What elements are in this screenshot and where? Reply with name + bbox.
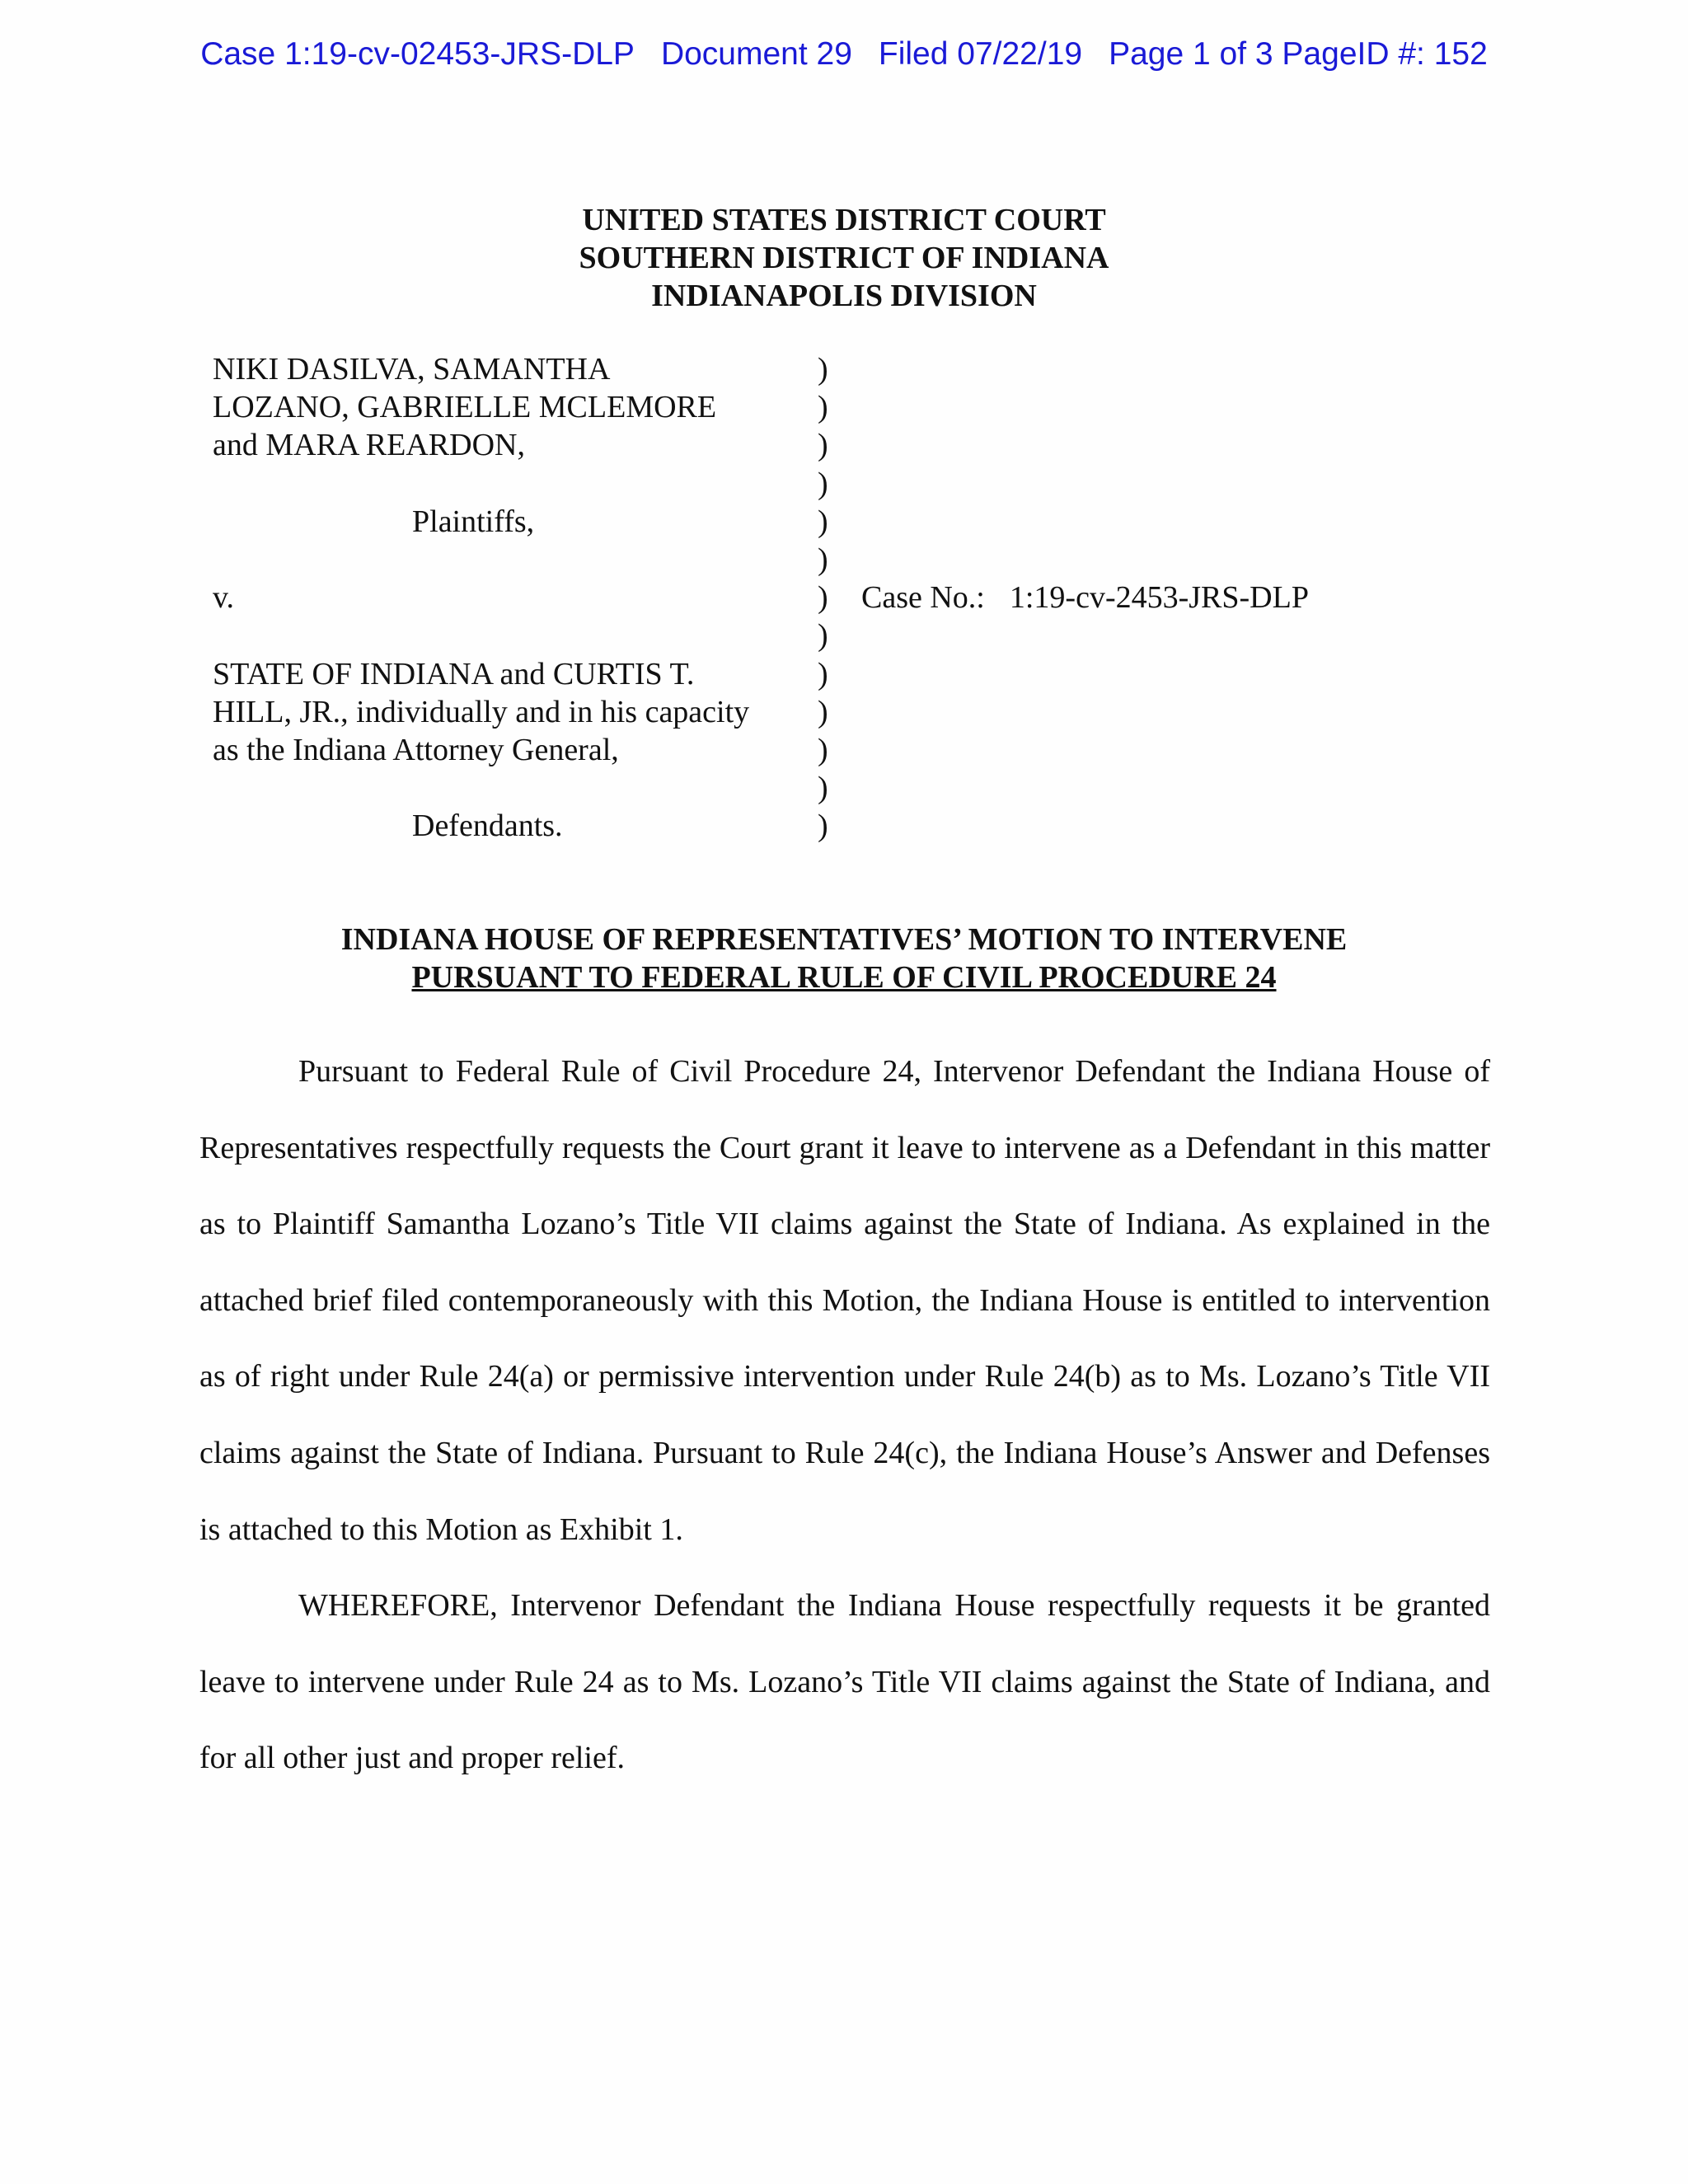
caption-paren: ) (818, 580, 828, 616)
motion-title-line2: PURSUANT TO FEDERAL RULE OF CIVIL PROCEDURE 24 (411, 960, 1277, 995)
plaintiffs-line: and MARA REARDON, (213, 428, 525, 463)
ecf-filed-date: Filed 07/22/19 (878, 36, 1083, 72)
caption-paren: ) (818, 808, 828, 844)
caption-paren: ) (818, 771, 828, 806)
plaintiffs-label: Plaintiffs, (412, 504, 535, 539)
caption-paren: ) (818, 618, 828, 654)
defendants-line: STATE OF INDIANA and CURTIS T. (213, 656, 695, 691)
court-district: SOUTHERN DISTRICT OF INDIANA (579, 241, 1109, 275)
ecf-page-info: Page 1 of 3 PageID #: 152 (1109, 36, 1488, 72)
motion-title (0, 921, 1688, 996)
court-division: INDIANAPOLIS DIVISION (651, 279, 1037, 313)
motion-body (199, 1033, 1490, 1797)
court-heading (0, 201, 1688, 315)
caption-paren: ) (818, 352, 828, 387)
plaintiffs-line: LOZANO, GABRIELLE MCLEMORE (213, 390, 717, 425)
defendants-label: Defendants. (412, 808, 563, 844)
caption-paren: ) (818, 504, 828, 539)
defendants-line: HILL, JR., individually and in his capacity (213, 694, 750, 729)
ecf-case-number: Case 1:19-cv-02453-JRS-DLP (200, 36, 635, 72)
caption-paren: ) (818, 390, 828, 425)
caption-paren: ) (818, 694, 828, 729)
caption-paren: ) (818, 656, 828, 691)
versus: v. (213, 580, 235, 616)
caption-paren: ) (818, 428, 828, 463)
caption-paren: ) (818, 466, 828, 501)
caption-paren: ) (818, 733, 828, 767)
plaintiffs-line: NIKI DASILVA, SAMANTHA (213, 352, 611, 387)
body-paragraph: Pursuant to Federal Rule of Civil Procedure 24, Intervenor Defendant the Indiana House of Representatives respectfully requests the Court grant it leave to intervene as a Defendant in this matter as to Plaintiff Samantha Lozano’s Title VII claims against the State of Indiana. As explained in the attached brief filed contemporaneously with this Motion, the Indiana House is entitled to intervention as of right under Rule 24(a) or permissive intervention under Rule 24(b) as to Ms. Lozano’s Title VII claims against the State of Indiana. Pursuant to Rule 24(c), the Indiana House’s Answer and Defenses is attached to this Motion as Exhibit 1. (199, 1054, 1490, 1547)
case-number-value: 1:19-cv-2453-JRS-DLP (1009, 580, 1309, 616)
caption-paren: ) (818, 542, 828, 577)
case-number-label: Case No.: (861, 580, 985, 616)
court-name: UNITED STATES DISTRICT COURT (582, 203, 1106, 237)
ecf-document-number: Document 29 (660, 36, 852, 72)
body-paragraph: WHEREFORE, Intervenor Defendant the Indiana House respectfully requests it be granted leave to intervene under Rule 24 as to Ms. Lozano’s Title VII claims against the State of Indiana, and for all other just and proper relief. (199, 1588, 1490, 1776)
case-number (861, 579, 1309, 616)
ecf-filing-header (0, 36, 1688, 73)
defendants-line: as the Indiana Attorney General, (213, 733, 619, 767)
motion-title-line1: INDIANA HOUSE OF REPRESENTATIVES’ MOTION TO INTERVENE (340, 922, 1348, 957)
